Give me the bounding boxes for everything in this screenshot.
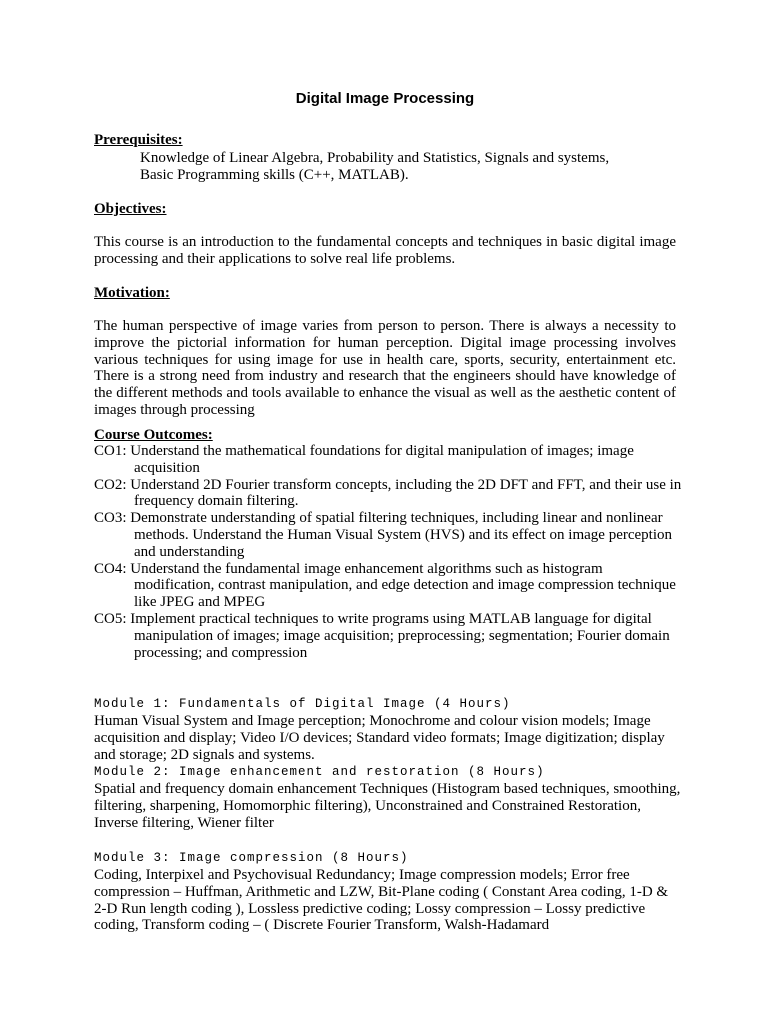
course-outcome-4: CO4: Understand the fundamental image enhancement algorithms such as histogram modification, contrast manipulation, and edge detection and image compression technique like JPEG and MPEG: [94, 560, 676, 611]
module-1-title: Module 1: Fundamentals of Digital Image (4 Hours): [94, 697, 511, 711]
course-outcomes-heading: Course Outcomes:: [94, 427, 213, 443]
prerequisites-line-1: Knowledge of Linear Algebra, Probability and Statistics, Signals and systems,: [140, 150, 610, 166]
prerequisites-heading: Prerequisites:: [94, 132, 183, 148]
objectives-heading: Objectives:: [94, 201, 167, 217]
module-3-title: Module 3: Image compression (8 Hours): [94, 851, 409, 865]
module-3-text: Coding, Interpixel and Psychovisual Redundancy; Image compression models; Error free compression – Huffman, Arithmetic and LZW, Bit-Plane coding ( Constant Area coding, 1-D & 2-D Run length coding ), Lossless predictive coding; Lossy compression – Lossy predictive coding, Transform coding – ( Discrete Fourier Transform, Walsh-Hadamard: [94, 867, 669, 934]
prerequisites-line-2: Basic Programming skills (C++, MATLAB).: [140, 167, 409, 183]
module-2-text: Spatial and frequency domain enhancement Techniques (Histogram based techniques, smoothing, filtering, sharpening, Homomorphic filtering), Unconstrained and Constrained Restoration, Inverse filtering, Wiener filter: [94, 781, 681, 831]
course-outcome-5: CO5: Implement practical techniques to write programs using MATLAB language for digital manipulation of images; image acquisition; preprocessing; segmentation; Fourier domain processing; and compression: [94, 610, 670, 661]
objectives-text: This course is an introduction to the fundamental concepts and techniques in basic digital image processing and their applications to solve real life problems.: [94, 234, 676, 267]
course-outcome-2: CO2: Understand 2D Fourier transform concepts, including the 2D DFT and FFT, and their use in frequency domain filtering.: [94, 476, 682, 510]
motivation-text: The human perspective of image varies from person to person. There is always a necessity to improve the pictorial information for human perception. Digital image processing involves various techniques for using image for use in health care, sports, security, entertainment etc. There is a strong need from industry and research that the engineers should have knowledge of the different methods and tools available to enhance the visual as well as the aesthetic content of images through processing: [94, 318, 676, 418]
motivation-heading: Motivation:: [94, 285, 170, 301]
module-2-title: Module 2: Image enhancement and restoration (8 Hours): [94, 765, 545, 779]
document-title: Digital Image Processing: [295, 90, 475, 107]
module-1-text: Human Visual System and Image perception; Monochrome and colour vision models; Image acquisition and display; Video I/O devices; Standard video formats; Image digitization; display and storage; 2D signals and systems.: [94, 713, 665, 763]
course-outcome-3: CO3: Demonstrate understanding of spatial filtering techniques, including linear and nonlinear methods. Understand the Human Visual System (HVS) and its effect on image perception and understanding: [94, 510, 673, 560]
course-outcome-1: CO1: Understand the mathematical foundations for digital manipulation of images; image acquisition: [94, 443, 634, 476]
course-outcomes-list: [94, 443, 684, 661]
